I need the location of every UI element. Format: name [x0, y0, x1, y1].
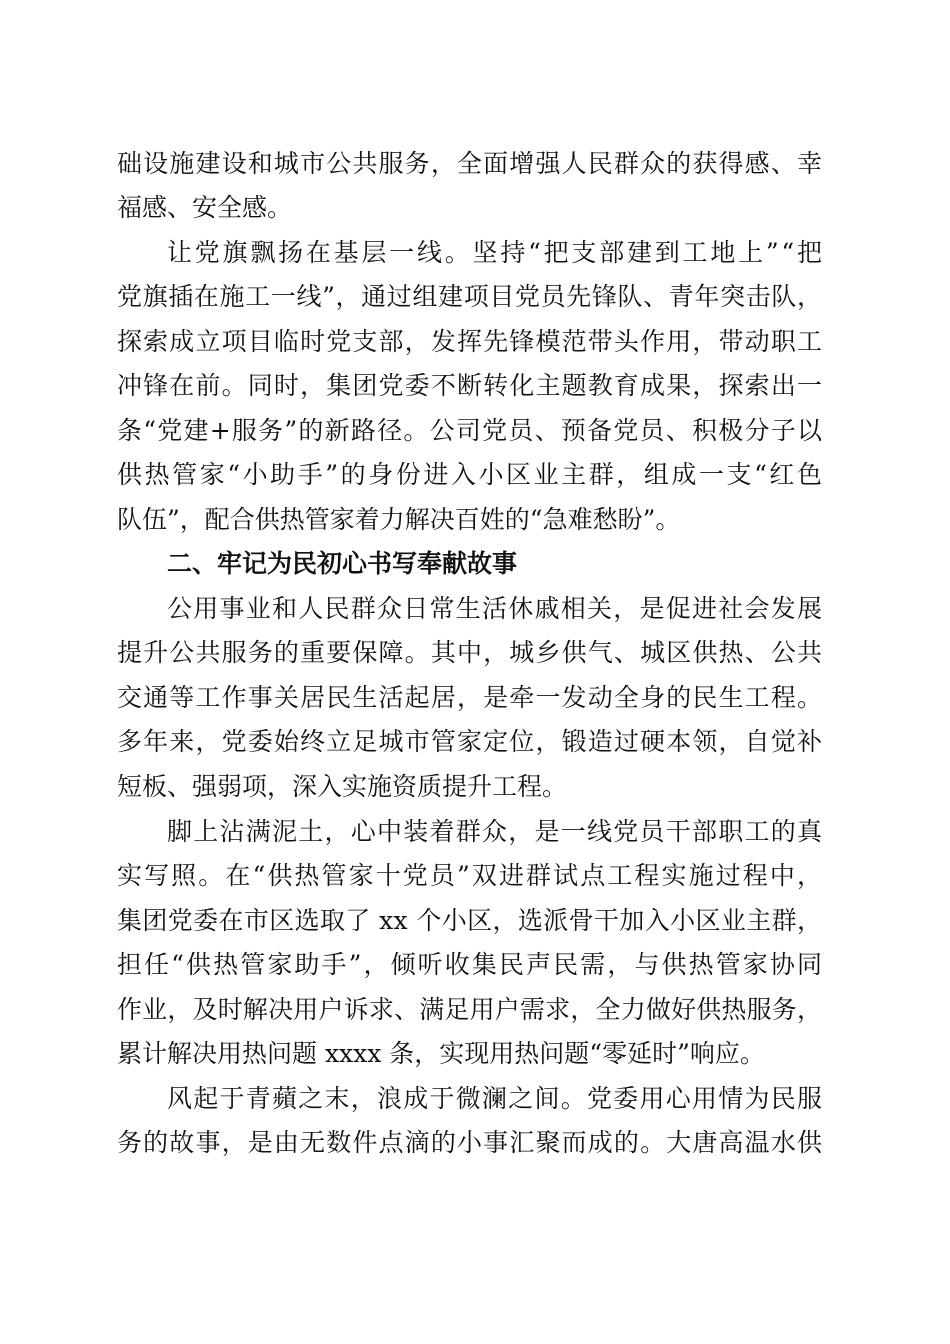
text-line: 供热管家“小助手”的身份进入小区业主群，组成一支“红色	[117, 460, 825, 489]
text-line: 交通等工作事关居民生活起居，是牵一发动全身的民生工程。	[117, 683, 824, 712]
text-line: 提升公共服务的重要保障。其中，城乡供气、城区供热、公共	[117, 638, 824, 667]
text-line: 础设施建设和城市公共服务，全面增强人民群众的获得感、幸	[117, 149, 824, 178]
paragraph-2-line-2	[0, 277, 950, 317]
paragraph-2-line-5	[0, 411, 950, 451]
section-heading	[0, 544, 950, 584]
paragraph-4-line-3	[0, 901, 950, 941]
paragraph-3-line-4	[0, 722, 950, 762]
paragraph-4-line-2	[0, 856, 950, 896]
text-line: 福感、安全感。	[117, 193, 293, 222]
paragraph-4-line-6	[0, 1034, 950, 1074]
text-line: 多年来，党委始终立足城市管家定位，锻造过硬本领，自觉补	[117, 727, 824, 756]
text-line: 公用事业和人民群众日常生活休戚相关，是促进社会发展	[167, 594, 824, 623]
text-line: 集团党委在市区选取了 xx 个小区，选派骨干加入小区业主群，	[117, 906, 823, 935]
paragraph-2-line-4	[0, 366, 950, 406]
text-line: 条“党建+服务”的新路径。公司党员、预备党员、积极分子以	[117, 416, 824, 445]
text-line: 作业，及时解决用户诉求、满足用户需求，全力做好供热服务，	[117, 995, 823, 1024]
text-line: 担任“供热管家助手”，倾听收集民声民需，与供热管家协同	[117, 950, 825, 979]
text-line: 队伍”，配合供热管家着力解决百姓的“急难愁盼”。	[117, 505, 681, 534]
text-line: 务的故事，是由无数件点滴的小事汇聚而成的。大唐高温水供	[117, 1128, 824, 1157]
text-line: 风起于青蘋之末，浪成于微澜之间。党委用心用情为民服	[167, 1084, 824, 1113]
paragraph-2-line-1	[0, 233, 950, 273]
paragraph-4-line-1	[0, 812, 950, 852]
paragraph-3-line-5	[0, 767, 950, 807]
text-line: 党旗插在施工一线”，通过组建项目党员先锋队、青年突击队，	[117, 282, 823, 311]
paragraph-4-line-4	[0, 945, 950, 985]
paragraph-5-line-1	[0, 1079, 950, 1119]
heading-text: 二、牢记为民初心书写奉献故事	[167, 549, 518, 578]
paragraph-3-line-1	[0, 589, 950, 629]
text-line: 短板、强弱项，深入实施资质提升工程。	[117, 772, 568, 801]
paragraph-4-line-5	[0, 990, 950, 1030]
text-line: 累计解决用热问题 xxxx 条，实现用热问题“零延时”响应。	[117, 1039, 765, 1068]
paragraph-5-line-2	[0, 1123, 950, 1163]
text-line: 实写照。在“供热管家十党员”双进群试点工程实施过程中，	[117, 861, 825, 890]
paragraph-3-line-2	[0, 633, 950, 673]
text-line: 脚上沾满泥土，心中装着群众，是一线党员干部职工的真	[167, 817, 824, 846]
paragraph-3-line-3	[0, 678, 950, 718]
text-line: 让党旗飘扬在基层一线。坚持“把支部建到工地上”“把	[167, 238, 825, 267]
text-line: 探索成立项目临时党支部，发挥先锋模范带头作用，带动职工	[117, 327, 824, 356]
paragraph-2-line-6	[0, 455, 950, 495]
text-line: 冲锋在前。同时，集团党委不断转化主题教育成果，探索出一	[117, 371, 824, 400]
paragraph-1-line-1	[0, 144, 950, 184]
paragraph-1-line-2	[0, 188, 950, 228]
paragraph-2-line-7	[0, 500, 950, 540]
paragraph-2-line-3	[0, 322, 950, 362]
